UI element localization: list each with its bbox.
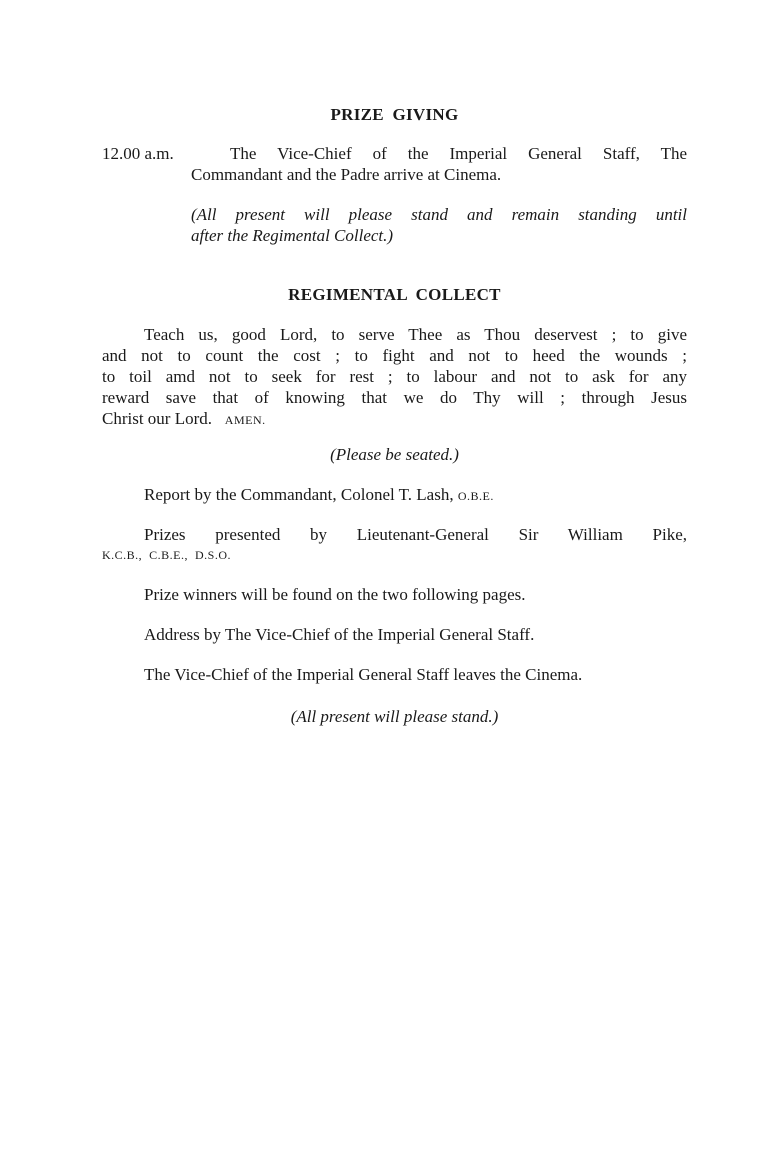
arrival-line-2: Commandant and the Padre arrive at Cinema. bbox=[191, 165, 502, 184]
prize-giving-heading: PRIZE GIVING bbox=[330, 105, 459, 124]
report-text: Report by the Commandant, Colonel T. Lash, bbox=[144, 485, 454, 504]
prizes-presented bbox=[102, 524, 687, 566]
amen: AMEN. bbox=[224, 413, 266, 427]
programme-page bbox=[102, 0, 687, 1170]
regimental-collect-heading: REGIMENTAL COLLECT bbox=[288, 285, 501, 304]
seated-instruction: (Please be seated.) bbox=[330, 445, 459, 464]
report-honours: O.B.E. bbox=[457, 489, 494, 503]
collect-line-5 bbox=[102, 408, 687, 431]
stand-instruction-line-2: after the Regimental Collect.) bbox=[191, 226, 394, 245]
collect-prayer bbox=[102, 324, 687, 431]
prizes-line-1: Prizes presented by Lieutenant-General Sir William Pike, bbox=[144, 525, 687, 544]
presenter-honours: K.C.B., C.B.E., D.S.O. bbox=[102, 548, 232, 562]
stand-instruction-line-1: (All present will please stand and remain standing until bbox=[191, 205, 687, 224]
arrival-text bbox=[191, 143, 687, 185]
collect-line-1: Teach us, good Lord, to serve Thee as Thou deservest ; to give bbox=[144, 325, 687, 344]
commandant-report bbox=[102, 484, 687, 507]
address-note: Address by The Vice-Chief of the Imperial General Staff. bbox=[144, 625, 535, 644]
collect-line-3: to toil amd not to seek for rest ; to labour and not to ask for any bbox=[102, 367, 687, 386]
collect-closing: Christ our Lord. bbox=[102, 409, 213, 428]
collect-line-2: and not to count the cost ; to fight and not to heed the wounds ; bbox=[102, 346, 687, 365]
start-time: 12.00 a.m. bbox=[102, 144, 174, 163]
arrival-line-1: The Vice-Chief of the Imperial General Staff, The bbox=[230, 144, 687, 163]
winners-note: Prize winners will be found on the two following pages. bbox=[144, 585, 526, 604]
stand-instruction bbox=[191, 204, 687, 246]
final-instruction: (All present will please stand.) bbox=[290, 707, 499, 726]
departure-note: The Vice-Chief of the Imperial General Staff leaves the Cinema. bbox=[144, 665, 583, 684]
collect-line-4: reward save that of knowing that we do Thy will ; through Jesus bbox=[102, 388, 687, 407]
